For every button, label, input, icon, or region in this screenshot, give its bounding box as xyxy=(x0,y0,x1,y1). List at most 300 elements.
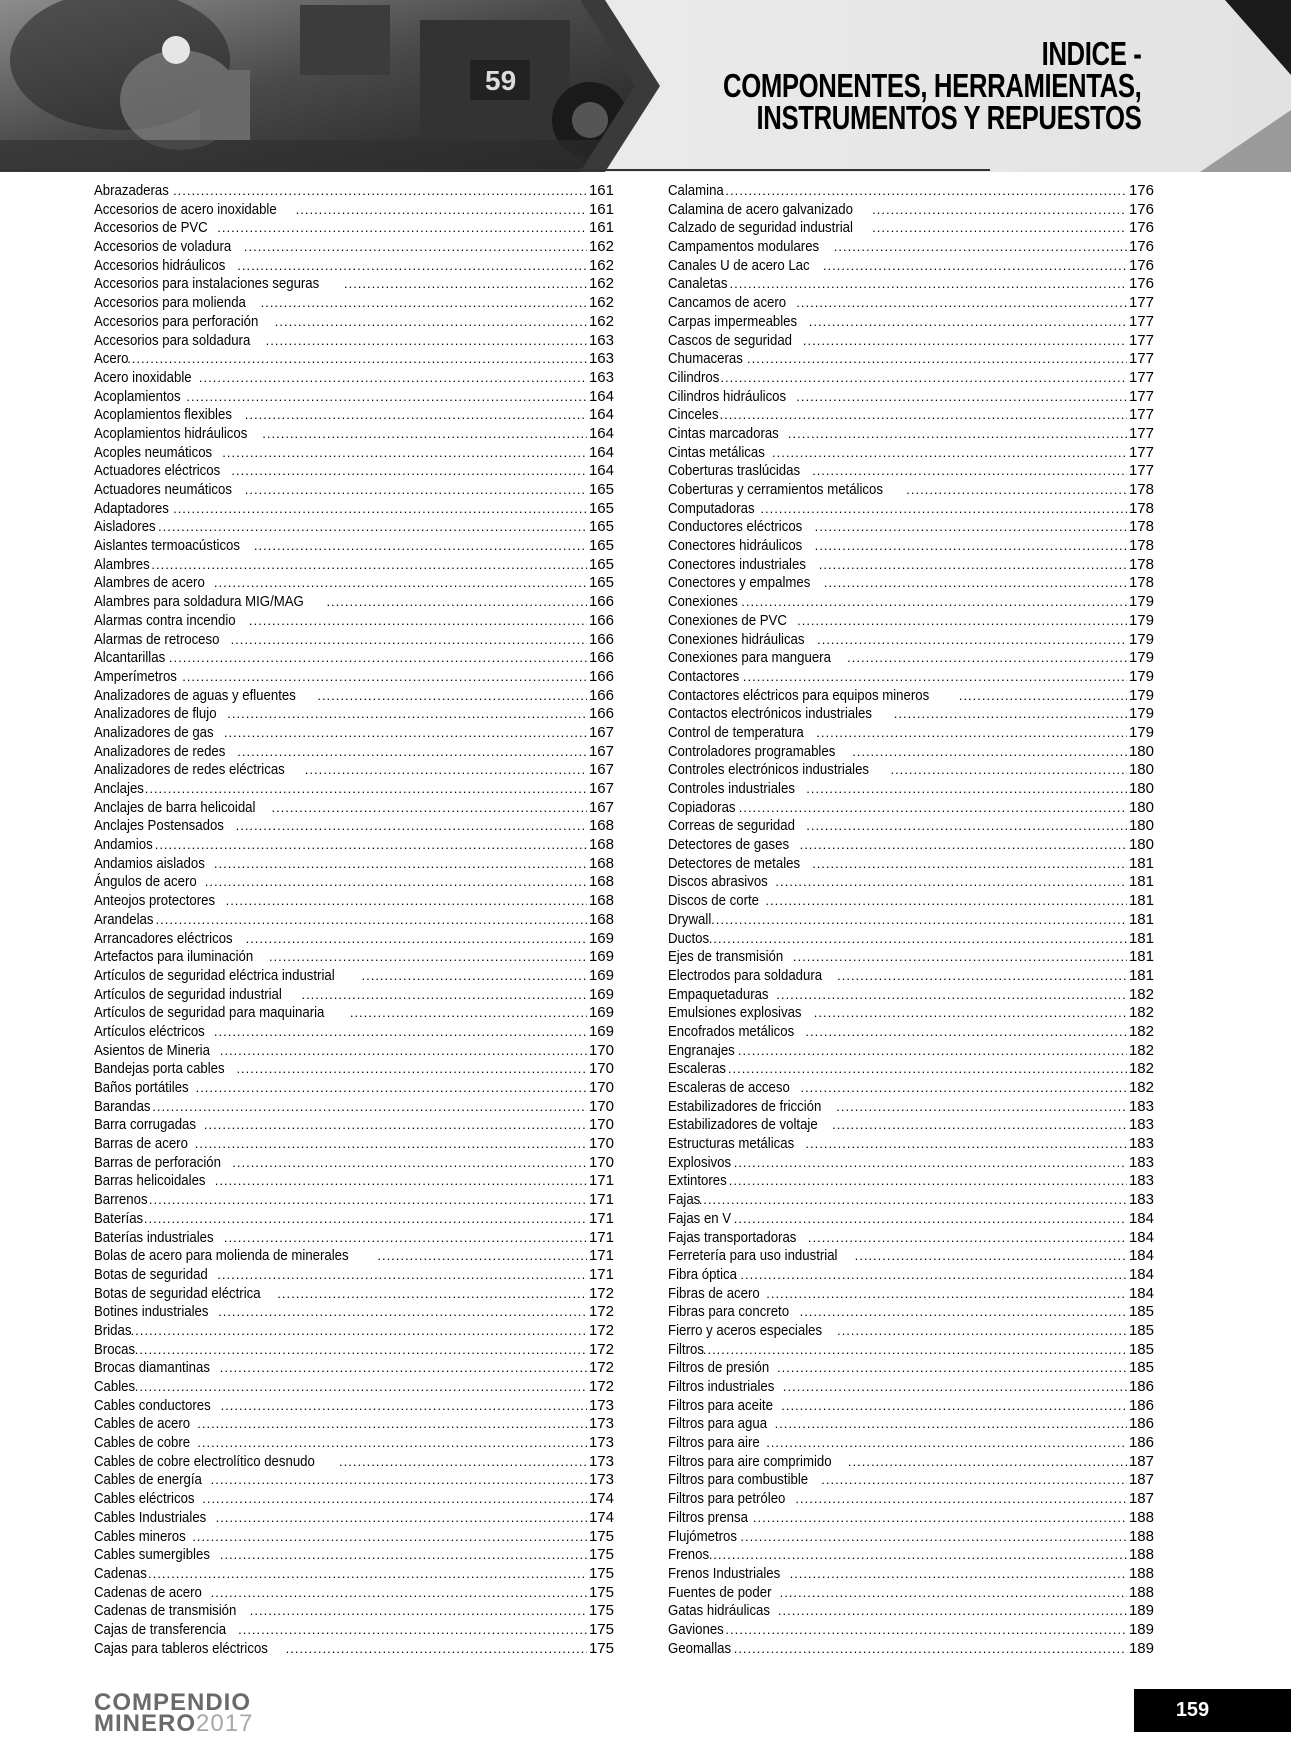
index-entry xyxy=(94,631,614,650)
index-entry-page: 182 xyxy=(1128,1079,1154,1096)
index-column-right xyxy=(668,182,1154,1658)
leader-dots xyxy=(788,425,1127,444)
index-entry-name: Baterías industriales xyxy=(94,1228,214,1246)
index-entry xyxy=(668,1266,1154,1285)
leader-dots xyxy=(218,1303,587,1322)
index-entry xyxy=(668,1341,1154,1360)
leader-dots xyxy=(796,294,1127,313)
index-entry-name: Escaleras xyxy=(668,1060,726,1078)
index-entry xyxy=(94,612,614,631)
index-entry-name: Filtros xyxy=(668,1340,704,1358)
index-entry-page: 173 xyxy=(588,1452,614,1470)
index-entry xyxy=(94,1565,614,1584)
leader-dots xyxy=(244,238,587,257)
leader-dots xyxy=(803,332,1127,351)
index-entry-name: Explosivos xyxy=(668,1153,732,1171)
leader-dots xyxy=(269,948,587,967)
leader-dots xyxy=(305,761,587,780)
index-entry-page: 172 xyxy=(588,1303,614,1321)
index-entry-page: 176 xyxy=(1128,238,1154,256)
index-entry-page: 184 xyxy=(1128,1228,1154,1246)
index-entry-name: Bolas de acero para molienda de minerales xyxy=(94,1247,349,1265)
index-entry-name: Alambres xyxy=(94,555,150,573)
logo-line-1: COMPENDIO xyxy=(94,1689,252,1716)
index-entry-page: 185 xyxy=(1128,1340,1154,1358)
index-entry-name: Calzado de seguridad industrial xyxy=(668,219,853,237)
leader-dots xyxy=(144,1210,587,1229)
index-entry-name: Drywall xyxy=(668,910,712,928)
index-entry-name: Ductos xyxy=(668,929,710,947)
index-entry xyxy=(94,1116,614,1135)
index-entry xyxy=(668,1584,1154,1603)
leader-dots xyxy=(271,799,587,818)
index-entry xyxy=(94,462,614,481)
index-entry-page: 174 xyxy=(588,1508,614,1526)
index-entry xyxy=(668,574,1154,593)
leader-dots xyxy=(812,855,1127,874)
index-entry-page: 177 xyxy=(1128,350,1154,368)
page-header xyxy=(0,0,1291,172)
index-entry-page: 178 xyxy=(1128,518,1154,536)
index-entry-name: Anclajes Postensados xyxy=(94,817,224,835)
index-entry-name: Arandelas xyxy=(94,910,154,928)
leader-dots xyxy=(780,1584,1127,1603)
leader-dots xyxy=(182,668,587,687)
mining-photo xyxy=(0,0,650,172)
index-entry xyxy=(94,444,614,463)
index-entry-name: Canales U de acero Lac xyxy=(668,256,810,274)
index-entry-name: Emulsiones explosivas xyxy=(668,1004,802,1022)
index-entry-name: Filtros para aceite xyxy=(668,1396,773,1414)
index-entry-page: 176 xyxy=(1128,200,1154,218)
index-entry xyxy=(668,462,1154,481)
leader-dots xyxy=(739,799,1127,818)
index-entry-name: Artículos de seguridad eléctrica industrial xyxy=(94,966,335,984)
leader-dots xyxy=(344,275,587,294)
index-entry-name: Analizadores de redes eléctricas xyxy=(94,761,285,779)
index-entry-name: Escaleras de acceso xyxy=(668,1079,790,1096)
index-entry-name: Accesorios de PVC xyxy=(94,219,208,237)
index-entry-name: Barandas xyxy=(94,1097,151,1115)
index-entry xyxy=(668,1490,1154,1509)
index-entry-name: Extintores xyxy=(668,1172,727,1190)
index-entry-page: 178 xyxy=(1128,481,1154,498)
index-entry xyxy=(94,761,614,780)
leader-dots xyxy=(158,518,587,537)
index-entry-page: 170 xyxy=(588,1116,614,1134)
leader-dots xyxy=(296,201,587,220)
index-entry-name: Andamios aislados xyxy=(94,854,205,872)
index-entry xyxy=(668,1004,1154,1023)
index-entry-name: Cajas para tableros eléctricos xyxy=(94,1639,268,1657)
index-entry-name: Brocas xyxy=(94,1340,136,1358)
title-line-1: INDICE - xyxy=(1041,35,1141,72)
index-entry-name: Conexiones de PVC xyxy=(668,611,787,629)
index-entry xyxy=(94,1154,614,1173)
index-entry-page: 172 xyxy=(588,1359,614,1377)
index-entry xyxy=(94,1191,614,1210)
index-entry xyxy=(668,537,1154,556)
index-entry-name: Ángulos de acero xyxy=(94,873,197,891)
index-entry-page: 179 xyxy=(1128,630,1154,648)
index-entry xyxy=(668,444,1154,463)
index-entry-page: 188 xyxy=(1128,1546,1154,1564)
index-entry-name: Conductores eléctricos xyxy=(668,518,803,536)
index-entry-page: 187 xyxy=(1128,1452,1154,1470)
index-entry xyxy=(94,1602,614,1621)
index-entry xyxy=(94,668,614,687)
index-entry-page: 169 xyxy=(588,948,614,966)
index-entry-page: 175 xyxy=(588,1602,614,1620)
index-entry-name: Filtros prensa xyxy=(668,1508,748,1526)
index-entry-name: Cables xyxy=(94,1378,136,1395)
index-entry-page: 172 xyxy=(588,1340,614,1358)
index-entry-name: Analizadores de gas xyxy=(94,723,214,741)
index-entry-page: 180 xyxy=(1128,761,1154,779)
index-entry-page: 179 xyxy=(1128,667,1154,685)
index-entry xyxy=(668,332,1154,351)
leader-dots xyxy=(778,1602,1127,1621)
leader-dots xyxy=(286,1640,587,1659)
index-entry xyxy=(94,574,614,593)
logo-line-2 xyxy=(94,1710,254,1737)
index-entry-name: Cables de acero xyxy=(94,1415,191,1433)
index-entry-name: Filtros industriales xyxy=(668,1378,775,1395)
index-entry-page: 164 xyxy=(588,424,614,442)
index-entry xyxy=(94,1584,614,1603)
title-line-2: COMPONENTES, HERRAMIENTAS, xyxy=(722,67,1141,104)
index-entry xyxy=(668,836,1154,855)
index-entry xyxy=(668,1023,1154,1042)
index-entry-name: Actuadores neumáticos xyxy=(94,481,232,498)
index-entry-page: 184 xyxy=(1128,1247,1154,1265)
leader-dots xyxy=(847,649,1127,668)
index-entry-name: Conectores y empalmes xyxy=(668,574,811,592)
leader-dots xyxy=(215,1172,587,1191)
index-entry xyxy=(94,1509,614,1528)
index-entry xyxy=(668,1528,1154,1547)
index-entry xyxy=(94,1060,614,1079)
index-entry-page: 184 xyxy=(1128,1284,1154,1302)
index-entry-name: Discos de corte xyxy=(668,892,759,910)
leader-dots xyxy=(222,444,587,463)
index-entry-page: 182 xyxy=(1128,1022,1154,1040)
index-entry-name: Fajas xyxy=(668,1191,701,1209)
index-entry-page: 181 xyxy=(1128,948,1154,966)
leader-dots xyxy=(238,1621,587,1640)
index-entry-page: 175 xyxy=(588,1639,614,1657)
index-entry-page: 183 xyxy=(1128,1097,1154,1115)
index-entry-name: Alarmas contra incendio xyxy=(94,611,236,629)
leader-dots xyxy=(155,836,587,855)
index-entry-name: Accesorios para soldadura xyxy=(94,331,251,349)
index-entry xyxy=(94,201,614,220)
index-entry-page: 179 xyxy=(1128,686,1154,704)
index-entry-page: 186 xyxy=(1128,1415,1154,1433)
leader-dots xyxy=(317,687,587,706)
index-entry-page: 189 xyxy=(1128,1602,1154,1620)
index-entry-page: 179 xyxy=(1128,593,1154,611)
index-entry xyxy=(94,1621,614,1640)
index-entry-page: 177 xyxy=(1128,368,1154,386)
leader-dots xyxy=(211,1584,587,1603)
leader-dots xyxy=(800,836,1127,855)
index-entry xyxy=(668,1154,1154,1173)
index-entry-page: 170 xyxy=(588,1097,614,1115)
leader-dots xyxy=(852,743,1127,762)
index-entry-name: Empaquetaduras xyxy=(668,985,769,1003)
index-entry xyxy=(668,406,1154,425)
index-entry-name: Conectores hidráulicos xyxy=(668,537,803,555)
index-entry-name: Baterías xyxy=(94,1209,144,1227)
index-entry-page: 170 xyxy=(588,1079,614,1096)
index-entry xyxy=(94,986,614,1005)
index-entry xyxy=(94,1135,614,1154)
index-entry-name: Conexiones xyxy=(668,593,738,611)
index-entry xyxy=(668,1434,1154,1453)
index-column-left xyxy=(94,182,614,1658)
leader-dots xyxy=(906,481,1127,500)
index-entry xyxy=(668,761,1154,780)
index-entry-name: Acero xyxy=(94,350,129,368)
index-entry-page: 169 xyxy=(588,1004,614,1022)
index-entry xyxy=(94,930,614,949)
index-entry-page: 183 xyxy=(1128,1172,1154,1190)
index-entry xyxy=(94,238,614,257)
index-entry-page: 169 xyxy=(588,966,614,984)
index-entry-name: Estabilizadores de voltaje xyxy=(668,1116,818,1134)
index-entry-page: 168 xyxy=(588,854,614,872)
index-entry xyxy=(668,1210,1154,1229)
leader-dots xyxy=(196,1079,587,1098)
index-entry-page: 163 xyxy=(588,368,614,386)
index-entry-page: 173 xyxy=(588,1396,614,1414)
index-entry-name: Artículos de seguridad industrial xyxy=(94,985,282,1003)
index-entry-name: Barras helicoidales xyxy=(94,1172,206,1190)
index-entry xyxy=(668,1397,1154,1416)
index-entry-page: 177 xyxy=(1128,406,1154,424)
leader-dots xyxy=(781,1397,1127,1416)
index-entry-name: Detectores de metales xyxy=(668,854,801,872)
leader-dots xyxy=(204,1116,587,1135)
index-entry-name: Filtros para petróleo xyxy=(668,1490,786,1508)
index-entry-name: Ejes de transmisión xyxy=(668,948,784,966)
index-entry-name: Conexiones para manguera xyxy=(668,649,831,667)
leader-dots xyxy=(148,1565,587,1584)
leader-dots xyxy=(734,1640,1127,1659)
index-entry xyxy=(668,1285,1154,1304)
leader-dots xyxy=(211,1471,587,1490)
index-entry-name: Conectores industriales xyxy=(668,555,806,573)
index-entry-page: 177 xyxy=(1128,294,1154,312)
index-entry-page: 162 xyxy=(588,312,614,330)
index-entry-name: Abrazaderas xyxy=(94,182,169,199)
index-entry-name: Gatas hidráulicas xyxy=(668,1602,770,1620)
index-entry xyxy=(668,1042,1154,1061)
index-entry xyxy=(668,238,1154,257)
leader-dots xyxy=(220,1359,587,1378)
index-entry-name: Cables de cobre xyxy=(94,1434,191,1452)
index-entry xyxy=(94,1266,614,1285)
index-entry xyxy=(668,1378,1154,1397)
index-entry xyxy=(668,219,1154,238)
leader-dots xyxy=(775,873,1127,892)
leader-dots xyxy=(245,406,587,425)
index-entry xyxy=(94,911,614,930)
index-entry xyxy=(668,668,1154,687)
index-entry xyxy=(94,537,614,556)
leader-dots xyxy=(766,1434,1127,1453)
index-entry-page: 185 xyxy=(1128,1303,1154,1321)
index-entry-page: 177 xyxy=(1128,424,1154,442)
index-entry-name: Filtros de presión xyxy=(668,1359,770,1377)
leader-dots xyxy=(805,1135,1127,1154)
index-entry-name: Accesorios de acero inoxidable xyxy=(94,200,277,218)
index-entry-page: 168 xyxy=(588,836,614,854)
leader-dots xyxy=(214,574,587,593)
index-entry-page: 171 xyxy=(588,1265,614,1283)
index-entry-page: 166 xyxy=(588,705,614,723)
index-entry xyxy=(668,612,1154,631)
index-entry-name: Acoples neumáticos xyxy=(94,443,213,461)
index-entry xyxy=(94,556,614,575)
title-line-3: INSTRUMENTOS Y REPUESTOS xyxy=(756,99,1141,136)
index-entry-page: 171 xyxy=(588,1247,614,1265)
leader-dots xyxy=(231,462,587,481)
leader-dots xyxy=(703,1341,1127,1360)
leader-dots xyxy=(793,948,1127,967)
compendio-minero-logo xyxy=(94,1689,254,1737)
index-entry-page: 180 xyxy=(1128,817,1154,835)
index-entry xyxy=(94,388,614,407)
index-entry xyxy=(668,1172,1154,1191)
leader-dots xyxy=(815,537,1127,556)
leader-dots xyxy=(237,743,587,762)
index-entry xyxy=(94,1210,614,1229)
index-entry-name: Accesorios para molienda xyxy=(94,294,246,312)
leader-dots xyxy=(275,313,587,332)
leader-dots xyxy=(834,238,1127,257)
index-entry-name: Ferretería para uso industrial xyxy=(668,1247,838,1265)
leader-dots xyxy=(152,1098,587,1117)
index-entry xyxy=(94,219,614,238)
index-entry-name: Engranajes xyxy=(668,1041,735,1059)
index-entry-page: 181 xyxy=(1128,892,1154,910)
index-entry-name: Computadoras xyxy=(668,499,755,517)
leader-dots xyxy=(790,1565,1127,1584)
leader-dots xyxy=(815,518,1127,537)
leader-dots xyxy=(261,294,587,313)
index-entry-page: 166 xyxy=(588,686,614,704)
index-entry-name: Barra corrugadas xyxy=(94,1116,196,1134)
index-entry xyxy=(668,892,1154,911)
index-entry-name: Controles industriales xyxy=(668,780,795,797)
index-entry xyxy=(94,687,614,706)
leader-dots xyxy=(301,986,587,1005)
index-entry xyxy=(94,1322,614,1341)
leader-dots xyxy=(725,182,1127,201)
index-entry-page: 170 xyxy=(588,1135,614,1153)
index-entry xyxy=(668,388,1154,407)
index-entry xyxy=(94,593,614,612)
index-entry xyxy=(668,817,1154,836)
index-entry-name: Cintas marcadoras xyxy=(668,424,779,442)
index-entry xyxy=(668,649,1154,668)
index-entry-page: 164 xyxy=(588,443,614,461)
leader-dots xyxy=(747,350,1127,369)
index-entry xyxy=(94,724,614,743)
index-entry xyxy=(668,1453,1154,1472)
index-entry-name: Alambres para soldadura MIG/MAG xyxy=(94,593,304,611)
index-entry-page: 164 xyxy=(588,387,614,405)
index-entry-page: 163 xyxy=(588,331,614,349)
leader-dots xyxy=(131,1322,587,1341)
index-entry-name: Fuentes de poder xyxy=(668,1583,772,1601)
index-entry-page: 162 xyxy=(588,275,614,293)
index-entry xyxy=(94,294,614,313)
leader-dots xyxy=(231,631,587,650)
index-entry xyxy=(94,313,614,332)
leader-dots xyxy=(795,1490,1127,1509)
index-entry-page: 169 xyxy=(588,985,614,1003)
leader-dots xyxy=(224,724,587,743)
index-entry xyxy=(668,967,1154,986)
index-entry xyxy=(668,481,1154,500)
index-entry-page: 178 xyxy=(1128,574,1154,592)
index-entry-page: 175 xyxy=(588,1583,614,1601)
index-entry-page: 189 xyxy=(1128,1639,1154,1657)
index-entry xyxy=(668,705,1154,724)
index-entry-page: 185 xyxy=(1128,1321,1154,1339)
index-entry-page: 189 xyxy=(1128,1620,1154,1638)
index-entry-name: Cintas metálicas xyxy=(668,443,765,461)
index-entry-name: Coberturas traslúcidas xyxy=(668,462,801,480)
leader-dots xyxy=(816,724,1127,743)
index-entry-page: 181 xyxy=(1128,873,1154,891)
index-entry-page: 170 xyxy=(588,1041,614,1059)
index-entry-page: 185 xyxy=(1128,1359,1154,1377)
index-entry-page: 179 xyxy=(1128,705,1154,723)
index-entry-name: Filtros para agua xyxy=(668,1415,768,1433)
leader-dots xyxy=(741,593,1127,612)
index-entry xyxy=(94,1098,614,1117)
index-entry xyxy=(94,1490,614,1509)
index-entry xyxy=(668,1640,1154,1659)
leader-dots xyxy=(221,1397,587,1416)
index-entry xyxy=(94,1229,614,1248)
index-entry-page: 184 xyxy=(1128,1209,1154,1227)
index-entry-name: Calamina de acero galvanizado xyxy=(668,200,853,218)
leader-dots xyxy=(224,1229,587,1248)
index-entry-name: Aisladores xyxy=(94,518,156,536)
index-entry xyxy=(668,556,1154,575)
index-entry-page: 171 xyxy=(588,1172,614,1190)
index-entry xyxy=(668,873,1154,892)
index-entry xyxy=(668,500,1154,519)
index-entry-name: Bandejas porta cables xyxy=(94,1060,225,1078)
leader-dots xyxy=(832,1116,1127,1135)
index-entry-page: 162 xyxy=(588,294,614,312)
index-entry xyxy=(94,1453,614,1472)
leader-dots xyxy=(740,1266,1127,1285)
index-entry-page: 182 xyxy=(1128,1060,1154,1078)
index-entry xyxy=(94,1247,614,1266)
leader-dots xyxy=(236,817,587,836)
index-entry-name: Bridas xyxy=(94,1321,132,1339)
index-entry-name: Anteojos protectores xyxy=(94,892,216,910)
leader-dots xyxy=(151,556,587,575)
index-entry-name: Filtros para aire xyxy=(668,1434,760,1452)
